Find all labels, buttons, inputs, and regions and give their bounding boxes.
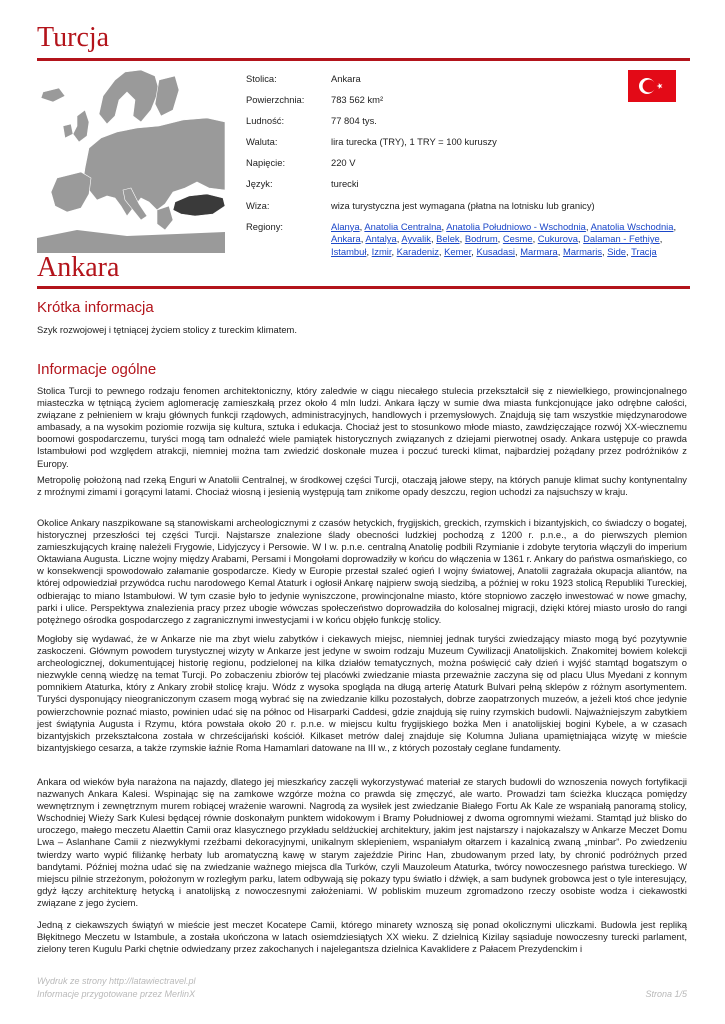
short-info-text: Szyk rozwojowej i tętniącej życiem stolicy z tureckim klimatem.	[37, 324, 297, 335]
info-label: Wiza:	[246, 199, 270, 211]
city-divider	[37, 286, 690, 289]
footer-credit: Informacje przygotowane przez MerlinX	[37, 989, 196, 999]
region-link[interactable]: Kemer	[444, 245, 472, 257]
general-info-heading: Informacje ogólne	[37, 361, 157, 378]
title-divider	[37, 58, 690, 61]
info-row	[246, 115, 686, 136]
info-value: turecki	[331, 178, 359, 190]
paragraph: Metropolię położoną nad rzeką Enguri w Anatolii Centralnej, w środkowej części Turcji, otaczają jałowe stepy, na których panuje klimat suchy kontynentalny z mroźnymi zimami i gorącymi latami. Chociaż wiosną i jesienią występują tam znikome opady deszczu, region uchodzi za najsuchszy w kraju.	[37, 474, 687, 498]
info-row	[246, 178, 686, 199]
region-link[interactable]: Anatolia Wschodnia	[590, 220, 674, 232]
info-value: lira turecka (TRY), 1 TRY = 100 kuruszy	[331, 136, 497, 148]
info-value: 77 804 tys.	[331, 115, 377, 127]
footer	[37, 975, 687, 1001]
turkey-flag-icon	[628, 70, 676, 102]
footer-source: Wydruk ze strony http://latawiectravel.pl	[37, 976, 196, 986]
info-row	[246, 73, 686, 94]
region-link[interactable]: Istambuł	[331, 245, 367, 257]
region-link[interactable]: Marmara	[520, 245, 558, 257]
region-link[interactable]: Ankara	[331, 233, 361, 245]
info-value: 783 562 km²	[331, 94, 384, 106]
info-row	[246, 136, 686, 157]
info-label: Napięcie:	[246, 157, 286, 169]
info-label: Stolica:	[246, 73, 277, 84]
info-label: Waluta:	[246, 136, 278, 148]
region-link[interactable]: Antalya	[365, 233, 397, 245]
region-link[interactable]: Marmaris	[562, 245, 603, 257]
region-link[interactable]: Anatolia Południowo - Wschodnia	[446, 220, 586, 232]
region-link[interactable]: Karadeniz	[396, 245, 439, 257]
regions-row	[246, 221, 686, 267]
region-link[interactable]: Belek	[436, 233, 460, 245]
region-link[interactable]: Cesme	[502, 233, 533, 245]
region-link[interactable]: Kusadasi	[476, 245, 516, 257]
info-row	[246, 200, 686, 221]
region-link[interactable]: Tracja	[631, 245, 657, 257]
page-number: Strona 1/5	[645, 989, 687, 999]
info-value: 220 V	[331, 157, 356, 169]
region-link[interactable]: Bodrum	[464, 233, 498, 245]
info-value: wiza turystyczna jest wymagana (płatna na lotnisku lub granicy)	[331, 199, 595, 211]
region-link[interactable]: Alanya	[331, 220, 360, 232]
info-value: Ankara	[331, 73, 361, 84]
region-link[interactable]: Dalaman - Fethiye	[583, 233, 660, 245]
paragraph: Stolica Turcji to pewnego rodzaju fenomen architektoniczny, który zaledwie w ciągu niecałego stulecia przekształcił się z niewielkiego, prowincjonalnego miasteczka w tętniącą życiem aglomerację zamieszkałą przez około 4 mln ludzi. Ankara łączy w sumie dwa miasta funkcjonujące jako odrębne całości, związane z pełnieniem w kraju głównych funkcji rządowych, administracyjnych, handlowych i przemysłowych. Znajdują się tam wszystkie międzynarodowe ambasady, a na wysokim poziomie rozwija się kultura, sztuka i edukacja. Chociaż jest to stosunkowo młode miasto, zawdzięczające rozwój XX-wiecznemu boomowi gospodarczemu, turyści mogą tam odnaleźć wiele pamiątek historycznych związanych z dziejami pierwotnej osady. Ankara ustępuje co prawda Istambułowi pod względem atrakcji, niemniej można tam zwiedzić doskonałe muzea i poczuć turecki klimat, najbardziej pożądany przez podróżników z Europy.	[37, 385, 687, 469]
paragraph: Okolice Ankary naszpikowane są stanowiskami archeologicznymi z czasów hetyckich, frygijskich, greckich, rzymskich i bizantyjskich, co świadczy o bogatej, historycznej przeszłości tej części Turcji. Najstarsze znalezione ślady obecności ludzkiej pochodzą z 1200 r. p.n.e., a do pierwszych plemion zamieszkujących krainę należeli Frygowie, Lidyjczycy i Persowie. W I w. p.n.e. centralną Anatolię podbili Rzymianie i zdobyte terytoria włączyli do imperium Oktawiana Augusta. Liczne wojny między Arabami, Persami i Mongołami doprowadziły w końcu do włączenia w 1361 r. Ankary do państwa osmańskiego, co w konsekwencji spowodowało załamanie gospodarcze. Kiedy w Europie przestał szaleć ogień I wojny światowej, Anatolii zagrażała okupacja aliantów, na której odpowiedział przywódca ruchu narodowego Kemal Ataturk i ogłosił Ankarę najpierw swoją siedzibą, a później w roku 1923 stolicą Republiki Tureckiej, odbierając to miano Istambułowi. W tym czasie było to jedynie wyniszczone, prowincjonalne miasto, które stopniowo zaczęło inwestować w nowe gmachy, parki i ulice. Perspektywa znalezienia pracy przez ubogie wówczas społeczeństwo doprowadziła do kolosalnej migracji, dzięki której miasto urosło do rangi potężnego ośrodka gospodarczego z zagranicznymi inwestycjami i w końcu objęło funkcję stolicy.	[37, 517, 687, 625]
paragraph: Jedną z ciekawszych świątyń w mieście jest meczet Kocatepe Camii, którego minarety wznoszą się ponad okolicznymi uliczkami. Budowla jest repliką Błękitnego Meczetu w Istambule, a została ukończona w latach osiemdziesiątych XX wieku. Z dzielnicą Kizilay sąsiaduje nowoczesny turecki parlament, zielony teren Kugulu Parki chętnie odwiedzany przez zakochanych i najelegantsza dzielnica Kavaklidere z Pałacem Prezydenckim i	[37, 919, 687, 955]
info-label: Powierzchnia:	[246, 94, 305, 106]
country-map	[37, 70, 225, 253]
region-link[interactable]: Ayvalik	[401, 233, 431, 245]
info-row	[246, 94, 686, 115]
region-link[interactable]: Side	[607, 245, 627, 257]
regions-label: Regiony:	[246, 220, 284, 232]
regions-list: Alanya, Anatolia Centralna, Anatolia Południowo - Wschodnia, Anatolia Wschodnia, Ankara, Antalya, Ayvalik, Belek, Bodrum, Cesme, Cukurova, Dalaman - Fethiye, Istambuł, Izmir, Karadeniz, Kemer, Kusadasi, Marmara, Marmaris, Side, Tracja	[331, 220, 677, 257]
region-link[interactable]: Izmir	[371, 245, 392, 257]
info-label: Język:	[246, 178, 273, 190]
paragraph: Mogłoby się wydawać, że w Ankarze nie ma zbyt wielu zabytków i ciekawych miejsc, niemniej jednak turyści zwiedzający miasto mogą być pozytywnie zaskoczeni. Głównym powodem turystycznej wizyty w Ankarze jest jedyne w swoim rodzaju Muzeum Cywilizacji Anatolijskich. Znakomitej bowiem kolekcji archeologicznej, dokumentującej historię regionu, podzielonej na kilka działów tematycznych, można poświęcić cały dzień i wyjść stamtąd bogatszym o niezwykle cenną wiedzę na temat Turcji. Po zobaczeniu zbiorów tej placówki zwiedzanie miasta przeważnie zaczyna się od placu Ulus Myedani z konnym pomnikiem Ataturka, który z Ankary zrobił stolicę kraju. Wódz z wysoka spogląda na długą arterię Ataturk Bulvari pełną sklepów z różnym asortymentem. Turyści dysponujący nieograniczonym czasem mogą wybrać się na zwiedzanie kilku pozostałych, dobrze zaopatrzonych muzeów, a jeżeli ktoś chce jedynie powierzchownie poznać miasto, powinien udać się na północ od Hisarparki Caddesi, gdzie znajdują się ruiny rzymskich budowli. Najważniejszym zabytkiem jest świątynia Augusta i Rzymu, która powstała około 20 r. p.n.e. w miejscu kultu frygijskiego bożka Men i anatolijskiej bogini Kybele, a w czasach bizantyjskich przekształcona została w chrześcijański kościół. Kilkaset metrów dalej znajduje się Kolumna Juliana upamiętniająca wizytę w mieście bizantyjskiego cesarza, a także rzymskie łaźnie Roma Hamamlari datowane na III w., z których pozostały ceglane fundamenty.	[37, 633, 687, 753]
short-info-heading: Krótka informacja	[37, 299, 154, 316]
info-row	[246, 157, 686, 178]
paragraph: Ankara od wieków była narażona na najazdy, dlatego jej mieszkańcy zaczęli wykorzystywać materiał ze starych budowli do wznoszenia nowych fortyfikacji nazwanych Ankara Kalesi. Wspinając się na zamkowe wzgórze można co prawda się zmęczyć, ale warto. Prowadzi tam ścieżka klucząca pomiędzy wewnętrznym i zewnętrznym murem robiącej wrażenie warowni. Nagrodą za wysiłek jest zwiedzanie Białego Fortu Ak Kale ze wspaniałą panoramą stolicy, Wschodniej Wieży Sark Kulesi będącej równie doskonałym punktem widokowym i Bramy Południowej z dwoma ogromnymi wieżami. Stamtąd już blisko do uroczego, małego meczetu Alaettin Camii oraz klasycznego przykładu seldżuckiej architektury, jakim jest najstarszy i najokazalszy w Ankarze Meczet Domu Lwa – Aslanhane Camii z niezwykłymi rzeźbami dekoracyjnymi, unikalnym sklepieniem, wspaniałym ołtarzem i kazalnicą zwaną „minbar”. Po zwiedzeniu twierdzy warto wypić filiżankę herbaty lub aromatyczną kawę w starym zajeździe Pirinc Han, zbudowanym przed laty, by chronić podróżnych przed bandytami. Później można udać się na zwiedzanie ważnego miejsca dla Turków, czyli Mauzoleum Ataturka, twórcy nowoczesnego państwa tureckiego. W miejscu pilnie strzeżonym, położonym w rozległym parku, latem odbywają się pokazy typu światło i dźwięk, a sam budynek grobowca jest o tyle interesujący, gdyż łączy architekturę hetycką i anatolijską z nowoczesnymi założeniami. W pobliskim muzeum zgromadzono rzeczy osobiste wodza i ciekawostki związane z jego życiem.	[37, 776, 687, 908]
region-link[interactable]: Cukurova	[537, 233, 578, 245]
info-label: Ludność:	[246, 115, 285, 127]
country-info	[246, 73, 686, 267]
region-link[interactable]: Anatolia Centralna	[364, 220, 442, 232]
page-title: Turcja	[37, 22, 110, 53]
city-title: Ankara	[37, 252, 120, 283]
